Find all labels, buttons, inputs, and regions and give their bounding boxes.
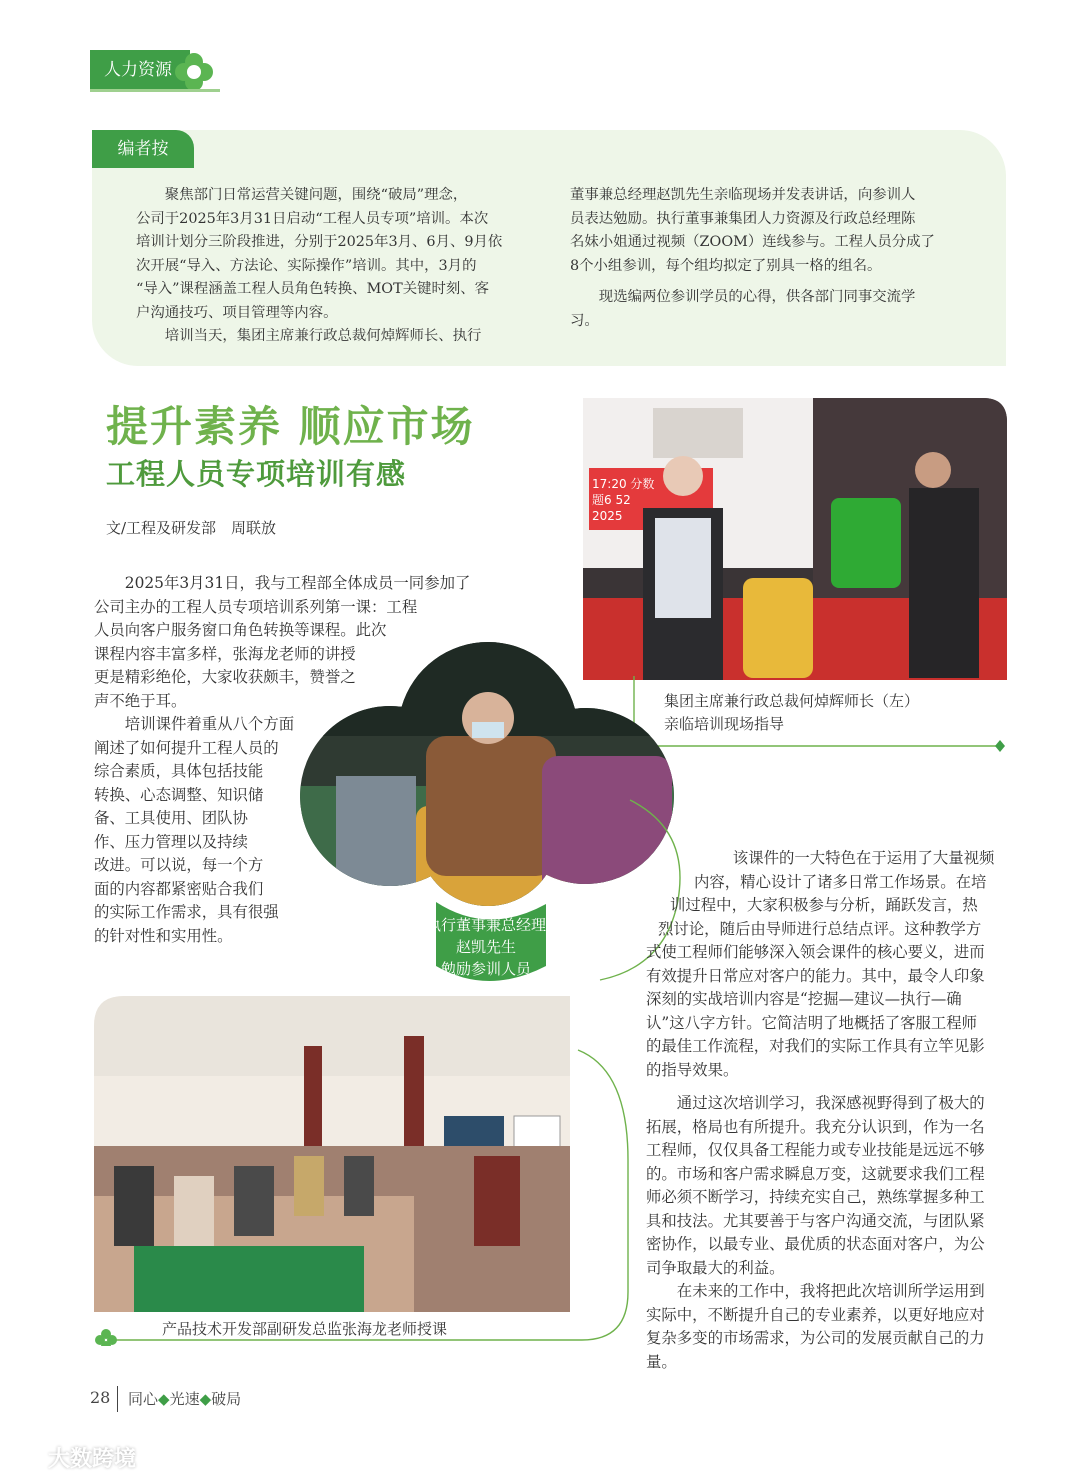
text-line: 培训当天，集团主席兼行政总裁何焯辉师长、执行 [164,328,482,344]
header-underline [90,89,220,95]
text-line: 课程内容丰富多样，张海龙老师的讲授 [94,644,356,663]
editor-note-left-column [136,184,538,349]
text-line: 名妹小姐通过视频（ZOOM）连线参与。工程人员分成了 [570,234,935,250]
text-line: 董事兼总经理赵凯先生亲临现场并发表讲话，向参训人 [570,187,916,203]
slogan-part: 破局 [211,1390,242,1408]
screen-text-line: 17:20 分数 [592,477,655,491]
article-paragraph [646,847,1010,1082]
article-paragraph [646,1092,1010,1280]
text-line: 有效提升日常应对客户的能力。其中，最令人印象 [646,966,985,985]
caption-line: 亲临培训现场指导 [664,715,785,733]
text-line: 培训计划分三阶段推进，分别于2025年3月、6月、9月依 [136,234,503,250]
caption-line: 集团主席兼行政总裁何焯辉师长（左） [664,692,920,710]
screen-text-line: 2025 [592,509,623,523]
text-line: 密协作，以最专业、最优质的状态面对客户，为公 [646,1235,985,1253]
article-byline: 文/工程及研发部 周联放 [106,519,277,537]
text-line: 习。 [570,312,599,329]
text-line: 的。市场和客户需求瞬息万变，这就要求我们工程 [646,1164,985,1183]
watermark-logo-icon [6,1447,44,1473]
caption-line: 勉励参训人员 [440,960,531,978]
text-line: 量。 [646,1352,677,1371]
photo3-caption: 产品技术开发部副研发总监张海龙老师授课 [162,1320,448,1338]
text-line: 人员向客户服务窗口角色转换等课程。此次 [94,621,387,639]
text-line: 现选编两位参训学员的心得，供各部门同事交流学 [598,289,916,305]
text-line: 该课件的一大特色在于运用了大量视频 [732,849,995,867]
editor-note-title: 编者按 [117,139,169,159]
editor-note-tab [92,130,194,168]
text-line: 的针对性和实用性。 [94,926,233,945]
text-line: 的最佳工作流程，对我们的实际工作具有立竿见影 [646,1037,985,1055]
text-line: 实际中，不断提升自己的专业素养，以更好地应对 [646,1305,985,1324]
article-subtitle: 工程人员专项培训有感 [106,457,407,491]
text-line: 内容，精心设计了诸多日常工作场景。在培 [694,872,987,891]
text-line: 阐述了如何提升工程人员的 [94,738,279,757]
slogan-part: 同心 [128,1390,159,1408]
page-number: 28 [90,1388,111,1407]
caption-line: 执行董事兼总经理 [425,916,546,934]
section-label: 人力资源 [104,60,172,80]
slogan-dot: ◆ [158,1390,170,1408]
text-line: 改进。可以说，每一个方 [94,856,264,874]
editor-note-right-column [570,184,974,333]
text-line: 备、工具使用、团队协 [94,809,248,827]
text-line: 的指导效果。 [646,1060,739,1079]
text-line: 在未来的工作中，我将把此次培训所学运用到 [676,1282,985,1300]
text-line: 员表达勉励。执行董事兼集团人力资源及行政总经理陈 [570,210,916,227]
text-line: 训过程中，大家积极参与分析，踊跃发言，热 [670,896,978,914]
text-line: 户沟通技巧、项目管理等内容。 [136,304,338,321]
text-line: 更是精彩绝伦，大家收获颇丰，赞誉之 [94,668,356,686]
text-line: 聚焦部门日常运营关键问题，围绕“破局”理念， [164,187,468,203]
text-line: 面的内容都紧密贴合我们 [94,879,264,898]
text-line: 公司于2025年3月31日启动“工程人员专项”培训。本次 [136,210,489,227]
editor-note-paragraph [570,184,974,278]
photo1-caption [664,690,994,736]
text-line: 司争取最大的利益。 [646,1258,785,1277]
clover-icon [172,50,216,94]
text-line: 复杂多变的市场需求，为公司的发展贡献自己的力 [646,1329,985,1347]
text-line: 作、压力管理以及持续 [94,832,248,851]
text-line: 8个小组参训，每个组均拟定了别具一格的组名。 [570,257,882,274]
text-line: 式使工程师们能够深入领会课件的核心要义，进而 [646,943,985,961]
article-paragraph [646,1280,1010,1374]
text-line: 拓展，格局也有所提升。我充分认识到，作为一名 [646,1117,985,1136]
text-line: 2025年3月31日，我与工程部全体成员一同参加了 [124,574,471,592]
text-line: 声不绝于耳。 [94,691,187,710]
text-line: 综合素质，具体包括技能 [94,762,264,780]
text-line: 师必须不断学习，持续充实自己，熟练掌握多种工 [646,1188,985,1206]
text-line: 认”这八字方针。它简洁明了地概括了客服工程师 [646,1013,978,1032]
text-line: 通过这次培训学习，我深感视野得到了极大的 [676,1094,985,1112]
text-line: “导入”课程涵盖工程人员角色转换、MOT关键时刻、客 [136,281,490,297]
watermark-text: 大数跨境 [48,1447,137,1472]
editor-note-paragraph [136,184,538,325]
text-line: 次开展“导入、方法论、实际操作”培训。其中，3月的 [136,257,477,274]
text-line: 烈讨论，随后由导师进行总结点评。这种教学方 [658,919,982,938]
slogan-dot: ◆ [199,1390,212,1408]
watermark [6,1442,136,1473]
photo2-caption [408,914,564,980]
footer-divider [117,1386,118,1412]
text-line: 的实际工作需求，具有很强 [94,903,279,921]
caption-line: 赵凯先生 [455,938,516,956]
text-line: 培训课件着重从八个方面 [124,715,295,733]
slogan-part: 光速 [169,1390,200,1408]
text-line: 工程师，仅仅具备工程能力或专业技能是远远不够 [646,1141,985,1159]
text-line: 转换、心态调整、知识储 [94,785,264,804]
text-line: 公司主办的工程人员专项培训系列第一课：工程 [94,597,418,616]
photo1-screen-text [592,476,702,524]
text-line: 具和技法。尤其要善于与客户沟通交流，与团队紧 [646,1211,985,1230]
screen-text-line: 题6 52 [592,493,631,507]
text-line: 深刻的实战培训内容是“挖掘—建议—执行—确 [646,990,962,1008]
article-column-2 [646,847,1010,1374]
photo3-caption-frame [92,1040,632,1346]
footer-slogan [128,1388,241,1409]
editor-note-paragraph [136,325,538,349]
article-title: 提升素养 顺应市场 [106,402,475,451]
editor-note-paragraph [570,286,974,333]
